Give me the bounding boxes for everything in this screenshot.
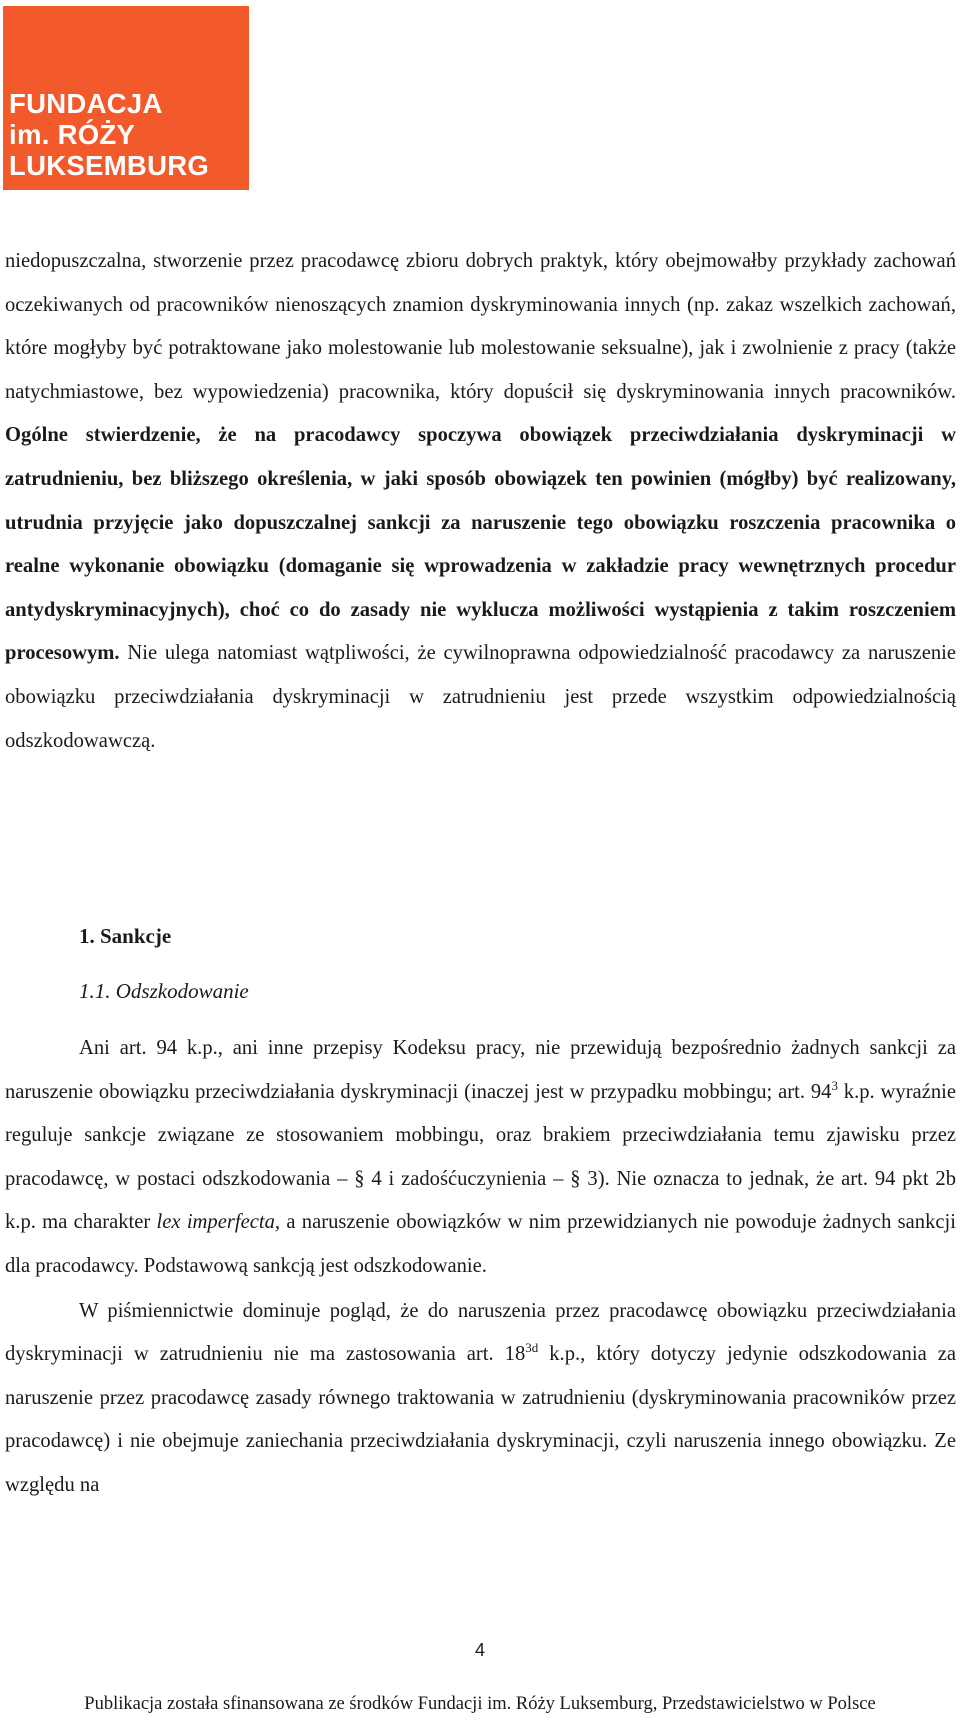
paragraph-1-text-end: Nie ulega natomiast wątpliwości, że cywilnoprawna odpowiedzialność pracodawcy za naruszenie obowiązku przeciwdziałania dyskryminacji w zatrudnieniu jest przede wszystkim odpowiedzialnością odszkodowawczą.	[5, 642, 956, 752]
section-heading: 1. Sankcje	[79, 924, 172, 948]
paragraph-3	[5, 1290, 956, 1508]
paragraph-2-italic-text: lex imperfecta,	[156, 1211, 281, 1234]
paragraph-3-text: W piśmiennictwie dominuje pogląd, że do naruszenia przez pracodawcę obowiązku przeciwdziałania dyskryminacji w zatrudnieniu nie ma zastosowania art. 18	[5, 1299, 956, 1366]
logo-wordmark	[9, 88, 209, 181]
logo-line-2: im. RÓŻY	[9, 119, 136, 150]
body-text-bottom	[5, 1027, 956, 1508]
paragraph-3-superscript: 3d	[525, 1340, 539, 1356]
paragraph-1-text: niedopuszczalna, stworzenie przez pracodawcę zbioru dobrych praktyk, który obejmowałby przykłady zachowań oczekiwanych od pracowników nienoszących znamion dyskryminowania innych (np. zakaz wszelkich zachowań, które mogłyby być potraktowane jako molestowanie lub molestowanie seksualne), jak i zwolnienie z pracy (także natychmiastowe, bez wypowiedzenia) pracownika, który dopuścił się dyskryminowania innych pracowników.	[5, 250, 956, 403]
page-footer: Publikacja została sfinansowana ze środków Fundacji im. Róży Luksemburg, Przedstawicielstwo w Polsce	[84, 1694, 876, 1714]
paragraph-1	[5, 240, 956, 763]
paragraph-2	[5, 1027, 956, 1289]
paragraph-2-text-cont: k.p. wyraźnie reguluje sankcje związane ze stosowaniem mobbingu, oraz brakiem przeciwdziałania temu zjawisku przez pracodawcę, w postaci odszkodowania – § 4 i zadośćuczynienia – § 3). Nie oznacza to jednak, że art. 94 pkt 2b k.p. ma charakter	[5, 1080, 956, 1234]
body-text-top	[5, 240, 956, 763]
paragraph-2-superscript: 3	[831, 1077, 838, 1093]
paragraph-2-text-end: a naruszenie obowiązków w nim przewidzianych nie powoduje żadnych sankcji dla pracodawcy. Podstawową sankcją jest odszkodowanie.	[5, 1211, 956, 1277]
paragraph-3-text-end: k.p., który dotyczy jedynie odszkodowania za naruszenie przez pracodawcę zasady równego traktowania w zatrudnieniu (dyskryminowania pracowników przez pracodawcę) i nie obejmuje zaniechania przeciwdziałania dyskryminacji, czyli naruszenia innego obowiązku. Ze względu na	[5, 1343, 956, 1496]
logo-line-1: FUNDACJA	[9, 88, 163, 119]
logo-line-3: LUKSEMBURG	[9, 150, 210, 181]
paragraph-1-bold-text: Ogólne stwierdzenie, że na pracodawcy spoczywa obowiązek przeciwdziałania dyskryminacji w zatrudnieniu, bez bliższego określenia, w jaki sposób obowiązek ten powinien (mógłby) być realizowany, utrudnia przyjęcie jako dopuszczalnej sankcji za naruszenie tego obowiązku roszczenia pracownika o realne wykonanie obowiązku (domaganie się wprowadzenia w zakładzie pracy wewnętrznych procedur antydyskryminacyjnych), choć co do zasady nie wyklucza możliwości wystąpienia z takim roszczeniem procesowym.	[5, 424, 956, 665]
subsection-heading: 1.1. Odszkodowanie	[79, 979, 249, 1003]
paragraph-2-text: Ani art. 94 k.p., ani inne przepisy Kodeksu pracy, nie przewidują bezpośrednio żadnych sankcji za naruszenie obowiązku przeciwdziałania dyskryminacji (inaczej jest w przypadku mobbingu; art. 94	[5, 1037, 956, 1103]
foundation-logo	[3, 6, 249, 190]
page-number: 4	[474, 1640, 485, 1660]
